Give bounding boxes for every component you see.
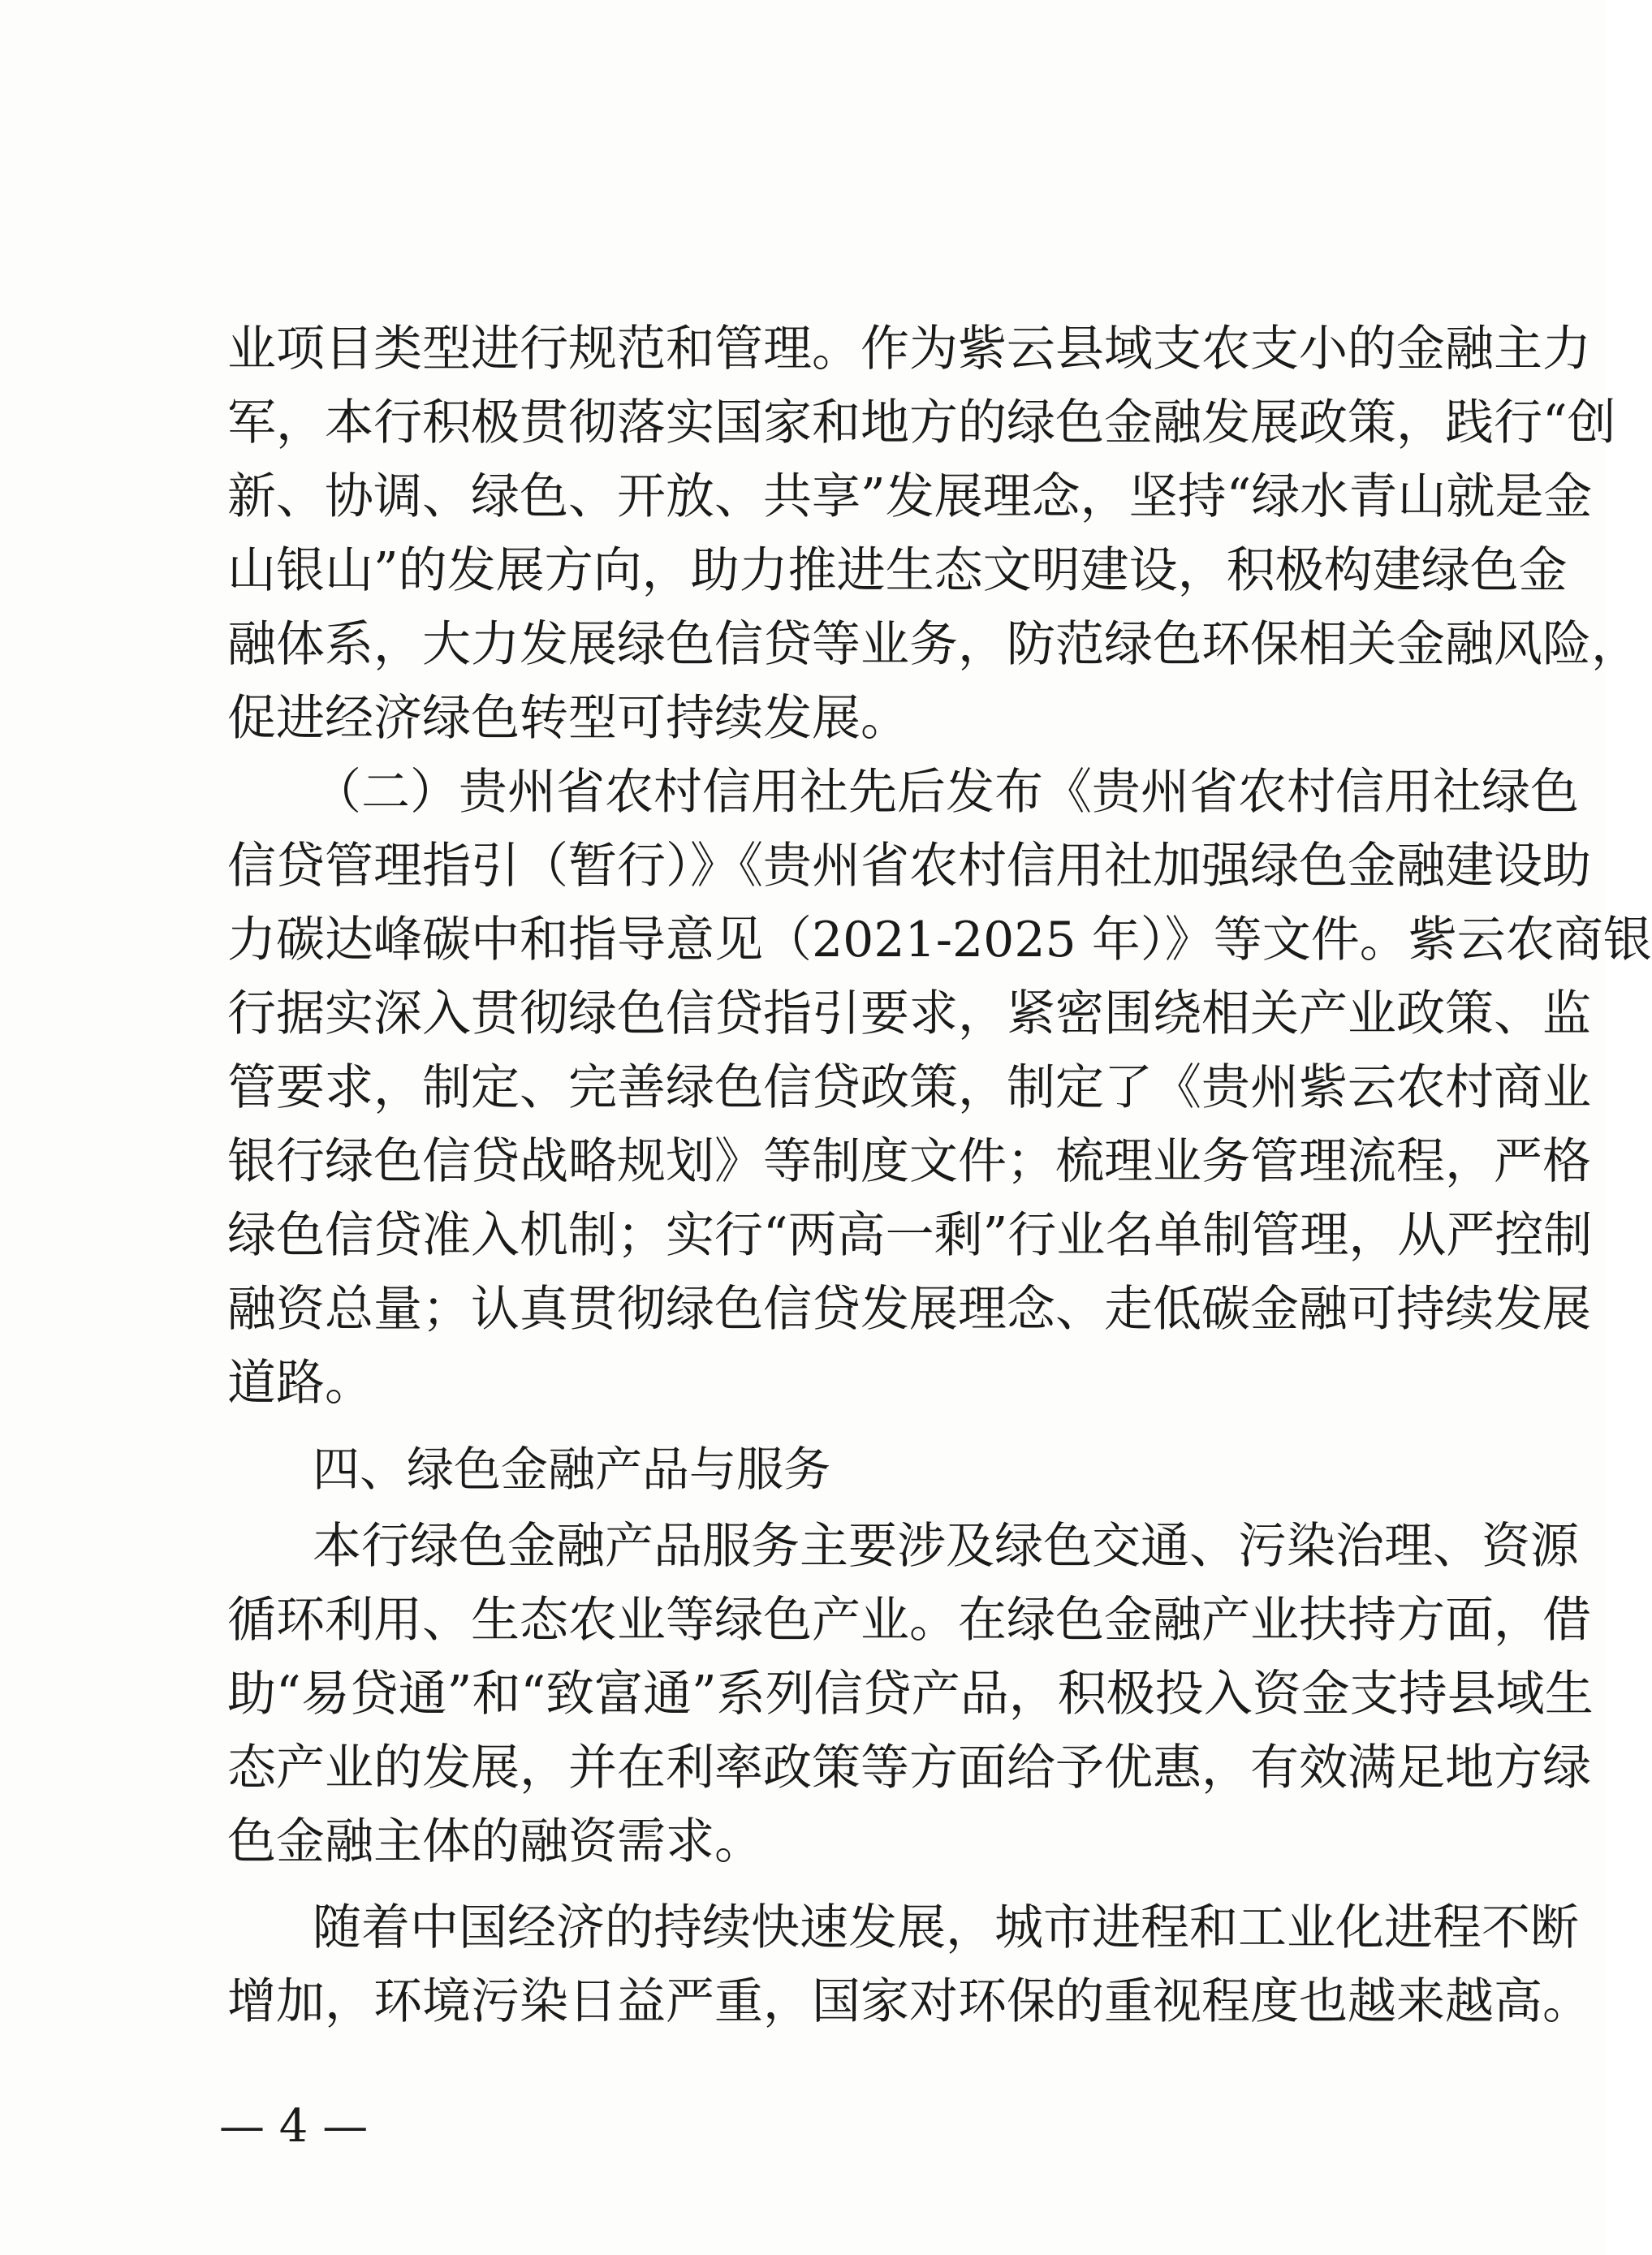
paragraph-line: 山银山”的发展方向，助力推进生态文明建设，积极构建绿色金 [227,542,1568,599]
paragraph-line: 力碳达峰碳中和指导意见（2021-2025 年）》等文件。紫云农商银 [227,912,1652,968]
paragraph-line: 新、协调、绿色、开放、共享”发展理念，坚持“绿水青山就是金 [227,468,1593,525]
paragraph-line: 色金融主体的融资需求。 [227,1813,763,1870]
paragraph-line: 增加，环境污染日益严重，国家对环保的重视程度也越来越高。 [227,1973,1591,2030]
paragraph-line: 业项目类型进行规范和管理。作为紫云县域支农支小的金融主力 [227,321,1591,377]
paragraph-line: 融资总量；认真贯彻绿色信贷发展理念、走低碳金融可持续发展 [227,1281,1591,1338]
paragraph-line: 道路。 [227,1355,373,1412]
paragraph-line: 本行绿色金融产品服务主要涉及绿色交通、污染治理、资源 [313,1518,1579,1575]
paragraph-line: 信贷管理指引（暂行）》《贵州省农村信用社加强绿色金融建设助 [227,838,1591,895]
paragraph-line: 银行绿色信贷战略规划》等制度文件；梳理业务管理流程，严格 [227,1133,1591,1190]
paragraph-line: 绿色信贷准入机制；实行“两高一剩”行业名单制管理，从严控制 [227,1207,1593,1264]
paragraph-line: 行据实深入贯彻绿色信贷指引要求，紧密围绕相关产业政策、监 [227,985,1591,1042]
paragraph-line: 管要求，制定、完善绿色信贷政策，制定了《贵州紫云农村商业 [227,1059,1591,1116]
page-number: — 4 — [219,2100,369,2153]
paragraph-line: 循环利用、生态农业等绿色产业。在绿色金融产业扶持方面，借 [227,1592,1591,1649]
paragraph-line: 融体系，大力发展绿色信贷等业务，防范绿色环保相关金融风险， [227,616,1640,673]
section-heading: 四、绿色金融产品与服务 [313,1442,831,1497]
paragraph-line: 助“易贷通”和“致富通”系列信贷产品，积极投入资金支持县域生 [227,1666,1594,1723]
paragraph-line: （二）贵州省农村信用社先后发布《贵州省农村信用社绿色 [313,764,1579,821]
paragraph-line: 态产业的发展，并在利率政策等方面给予优惠，有效满足地方绿 [227,1740,1591,1796]
paragraph-line: 促进经济绿色转型可持续发展。 [227,690,909,747]
paragraph-line: 军，本行积极贯彻落实国家和地方的绿色金融发展政策，践行“创 [227,395,1616,451]
paragraph-line: 随着中国经济的持续快速发展，城市进程和工业化进程不断 [313,1899,1579,1956]
